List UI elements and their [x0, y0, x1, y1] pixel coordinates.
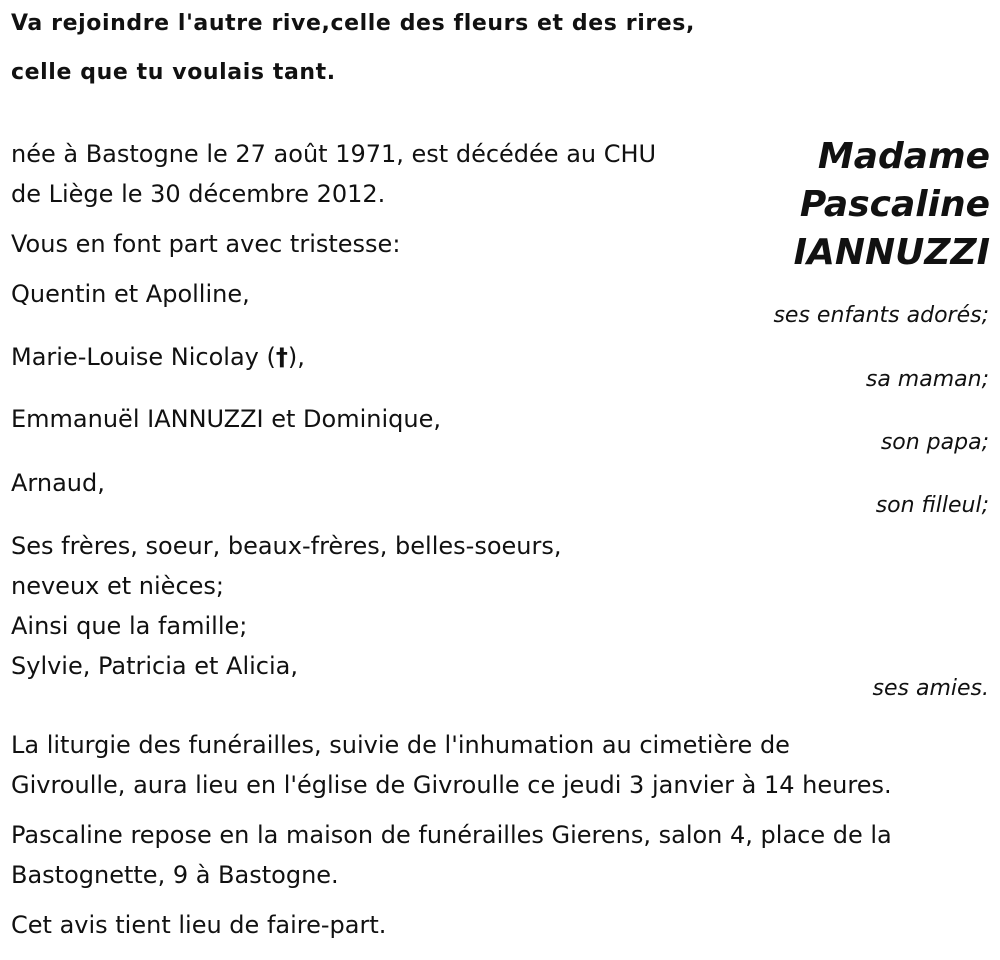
extended-line-4: Sylvie, Patricia et Alicia, — [11, 652, 299, 680]
family-name-mother-text: Marie-Louise Nicolay ( — [11, 343, 276, 371]
extended-line-1: Ses frères, soeur, beaux-frères, belles-soeurs, — [11, 532, 562, 560]
extended-relation-friends: ses amies. — [872, 676, 989, 701]
extended-line-3: Ainsi que la famille; — [11, 612, 248, 640]
intro-line-1: née à Bastogne le 27 août 1971, est décédée au CHU — [11, 140, 657, 168]
intro-line-2: de Liège le 30 décembre 2012. — [11, 180, 386, 208]
family-relation-mother: sa maman; — [865, 367, 989, 392]
family-name-godson: Arnaud, — [11, 469, 105, 497]
family-name-mother-suffix: ), — [287, 343, 305, 371]
family-name-mother — [11, 343, 305, 371]
deceased-last-name: IANNUZZI — [793, 232, 990, 273]
family-relation-children: ses enfants adorés; — [773, 303, 989, 328]
quote-line-1: Va rejoindre l'autre rive,celle des fleurs et des rires, — [11, 11, 695, 36]
family-name-father: Emmanuël IANNUZZI et Dominique, — [11, 405, 441, 433]
funeral-line-1: La liturgie des funérailles, suivie de l'inhumation au cimetière de — [11, 731, 790, 759]
family-name-children: Quentin et Apolline, — [11, 280, 250, 308]
closing-note: Cet avis tient lieu de faire-part. — [11, 911, 387, 939]
announcement: Vous en font part avec tristesse: — [11, 230, 401, 258]
family-relation-father: son papa; — [880, 430, 989, 455]
quote-line-2: celle que tu voulais tant. — [11, 60, 336, 85]
rest-line-1: Pascaline repose en la maison de funérailles Gierens, salon 4, place de la — [11, 821, 892, 849]
rest-line-2: Bastognette, 9 à Bastogne. — [11, 861, 339, 889]
family-relation-godson: son filleul; — [875, 493, 989, 518]
funeral-line-2: Givroulle, aura lieu en l'église de Givroulle ce jeudi 3 janvier à 14 heures. — [11, 771, 892, 799]
deceased-title: Madame — [817, 136, 990, 177]
extended-line-2: neveux et nièces; — [11, 572, 224, 600]
cross-icon: † — [275, 343, 288, 371]
deceased-first-name: Pascaline — [799, 184, 990, 225]
